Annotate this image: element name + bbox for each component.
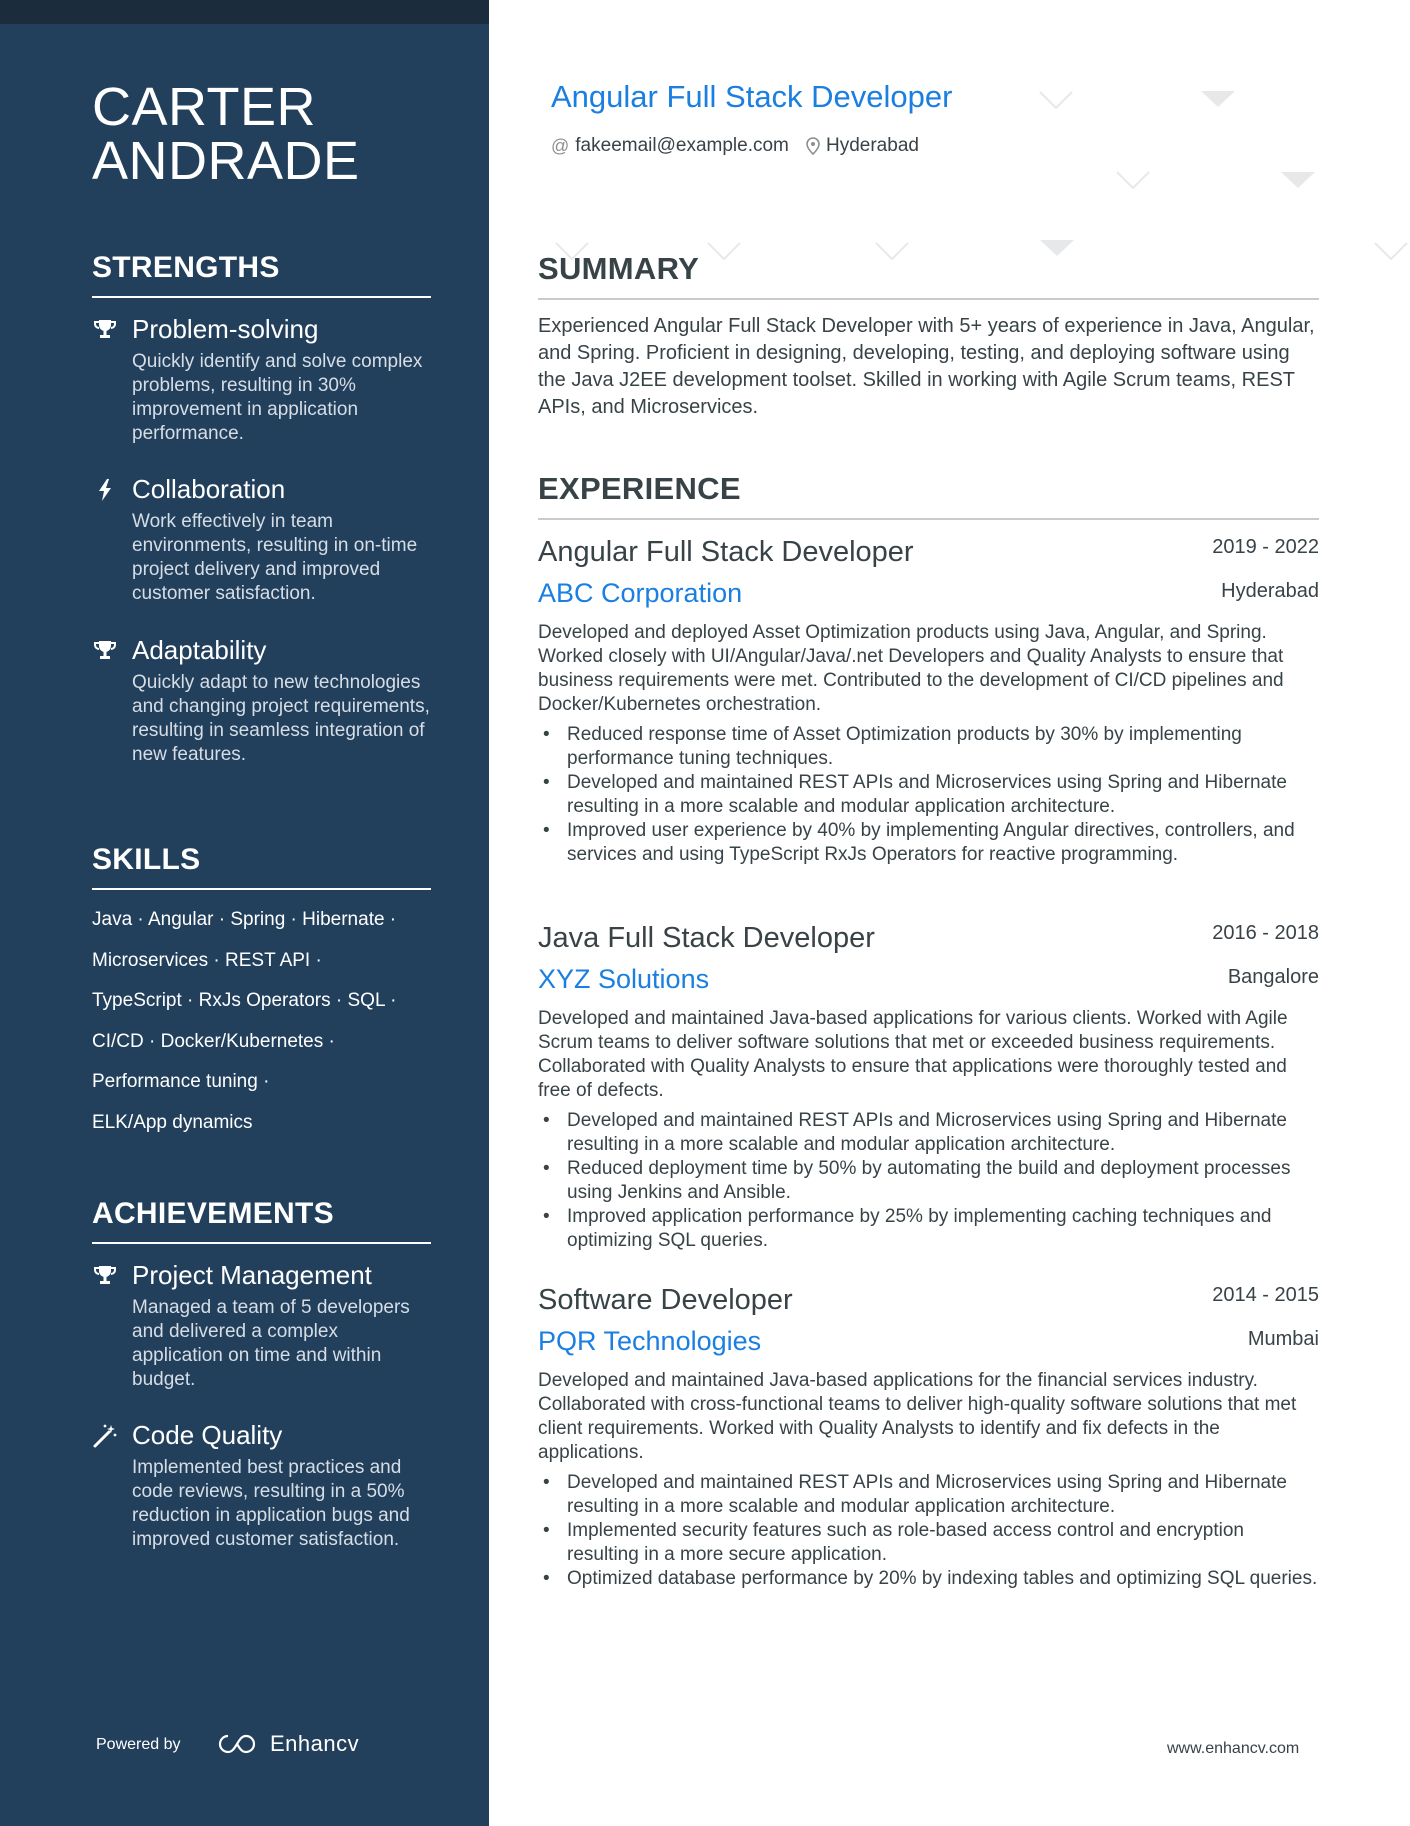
strength-desc: Quickly adapt to new technologies and changing project requirements, resulting in seamless integration of new features. xyxy=(132,672,430,765)
achievement-desc: Managed a team of 5 developers and delivered a complex application on time and within budget. xyxy=(132,1297,410,1390)
experience-entry xyxy=(538,1282,1319,1622)
enhancv-logo-icon xyxy=(214,1732,260,1756)
magic-wand-icon xyxy=(92,1423,118,1449)
job-bullet: • Developed and maintained REST APIs and Microservices using Spring and Hibernate resulting in a more scalable and modular application architecture. xyxy=(538,1109,1319,1157)
candidate-name xyxy=(92,77,360,191)
trophy-icon xyxy=(92,638,118,664)
job-location: Mumbai xyxy=(1247,1328,1319,1350)
job-bullet: • Reduced response time of Asset Optimization products by 30% by implementing performance tuning techniques. xyxy=(538,723,1319,771)
contact-location xyxy=(806,136,919,156)
skills-list xyxy=(92,900,431,1143)
skill-line: CI/CD · Docker/Kubernetes · xyxy=(92,1030,335,1052)
job-company: ABC Corporation xyxy=(538,578,743,608)
at-icon: @ xyxy=(551,136,570,156)
job-bullets xyxy=(538,1471,1319,1591)
sidebar-top-strip xyxy=(0,0,489,24)
trophy-icon xyxy=(92,317,118,343)
job-description: Developed and maintained Java-based applications for the financial services industry. Collaborated with cross-functional teams to deliver high-quality software solutions that met client requirements. Worked with Quality Analysts to identify and fix defects in the applications. xyxy=(538,1370,1297,1463)
strength-title: Collaboration xyxy=(132,474,286,504)
last-name: ANDRADE xyxy=(92,131,360,191)
decorative-triangles xyxy=(489,0,1410,260)
strength-title: Adaptability xyxy=(132,635,267,665)
sidebar xyxy=(0,0,489,1826)
skill-line: Performance tuning · xyxy=(92,1071,270,1092)
skill-line: ELK/App dynamics xyxy=(92,1111,253,1133)
enhancv-brand-name: Enhancv xyxy=(270,1731,360,1756)
job-bullets xyxy=(538,1109,1319,1253)
experience-section xyxy=(538,470,1319,520)
job-bullet: • Reduced deployment time by 50% by automating the build and deployment processes using Jenkins and Ansible. xyxy=(538,1157,1319,1205)
job-dates: 2019 - 2022 xyxy=(1212,536,1319,558)
job-role: Software Developer xyxy=(538,1284,793,1316)
job-role: Angular Full Stack Developer xyxy=(538,536,914,568)
pin-icon xyxy=(806,137,820,155)
experience-entry xyxy=(538,920,1319,1260)
job-bullet: • Optimized database performance by 20% by indexing tables and optimizing SQL queries. xyxy=(538,1567,1319,1591)
experience-entry xyxy=(538,534,1319,894)
skill-line: Microservices · REST API · xyxy=(92,949,322,971)
lightning-icon xyxy=(92,477,118,503)
achievement-title: Project Management xyxy=(132,1260,372,1290)
job-description: Developed and deployed Asset Optimization products using Java, Angular, and Spring. Worked closely with UI/Angular/Java/.net Developers and Quality Analysts to ensure that business requirements were met. Contributed to the development of CI/CD pipelines and Docker/Kubernetes orchestration. xyxy=(538,622,1284,715)
strength-title: Problem-solving xyxy=(132,314,319,344)
summary-heading: SUMMARY xyxy=(538,250,1319,300)
job-company: XYZ Solutions xyxy=(538,964,710,994)
footer-url-link[interactable]: www.enhancv.com xyxy=(1167,1740,1300,1757)
enhancv-logo[interactable] xyxy=(214,1728,359,1760)
job-title-header: Angular Full Stack Developer xyxy=(551,79,953,114)
job-dates: 2016 - 2018 xyxy=(1212,922,1319,944)
job-location: Bangalore xyxy=(1227,966,1319,988)
job-bullet: • Improved user experience by 40% by implementing Angular directives, controllers, and services and using TypeScript RxJs Operators for reactive programming. xyxy=(538,819,1319,867)
strength-desc: Quickly identify and solve complex problems, resulting in 30% improvement in application performance. xyxy=(132,351,423,444)
strengths-section xyxy=(92,250,431,790)
skills-heading: SKILLS xyxy=(92,842,431,890)
skill-line: TypeScript · RxJs Operators · SQL · xyxy=(92,990,397,1011)
job-company: PQR Technologies xyxy=(538,1326,762,1356)
achievement-desc: Implemented best practices and code reviews, resulting in a 50% reduction in application bugs and improved customer satisfaction. xyxy=(132,1457,410,1550)
experience-heading: EXPERIENCE xyxy=(538,470,1319,520)
job-bullet: • Implemented security features such as role-based access control and encryption resulting in a more secure application. xyxy=(538,1519,1319,1567)
strength-desc: Work effectively in team environments, resulting in on-time project delivery and improved customer satisfaction. xyxy=(132,511,418,604)
email-text: fakeemail@example.com xyxy=(575,135,789,156)
achievements-heading: ACHIEVEMENTS xyxy=(92,1196,431,1244)
skills-section xyxy=(92,842,431,1142)
job-dates: 2014 - 2015 xyxy=(1212,1284,1319,1306)
job-location: Hyderabad xyxy=(1221,580,1319,602)
achievements-section xyxy=(92,1196,431,1596)
job-role: Java Full Stack Developer xyxy=(538,922,875,954)
summary-section xyxy=(538,250,1319,300)
location-text: Hyderabad xyxy=(826,135,919,156)
job-bullets xyxy=(538,723,1319,867)
job-bullet: • Developed and maintained REST APIs and Microservices using Spring and Hibernate resulting in a more scalable and modular application architecture. xyxy=(538,1471,1319,1519)
job-description: Developed and maintained Java-based applications for various clients. Worked with Agile Scrum teams to deliver software solutions that met or exceeded business requirements. Collaborated with Quality Analysts to ensure that applications were thoroughly tested and free of defects. xyxy=(538,1008,1288,1101)
trophy-icon xyxy=(92,1263,118,1289)
summary-text: Experienced Angular Full Stack Developer with 5+ years of experience in Java, Angular, and Spring. Proficient in designing, developing, testing, and deploying software using the Java J2EE development toolset. Skilled in working with Agile Scrum teams, REST APIs, and Microservices. xyxy=(538,315,1315,418)
achievement-title: Code Quality xyxy=(132,1420,283,1450)
first-name: CARTER xyxy=(92,77,317,137)
contact-email[interactable] xyxy=(551,136,789,156)
job-bullet: • Improved application performance by 25% by implementing caching techniques and optimizing SQL queries. xyxy=(538,1205,1319,1253)
powered-by-label: Powered by xyxy=(96,1736,181,1753)
strengths-heading: STRENGTHS xyxy=(92,250,431,298)
job-bullet: • Developed and maintained REST APIs and Microservices using Spring and Hibernate resulting in a more scalable and modular application architecture. xyxy=(538,771,1319,819)
skill-line: Java · Angular · Spring · Hibernate · xyxy=(92,909,397,930)
